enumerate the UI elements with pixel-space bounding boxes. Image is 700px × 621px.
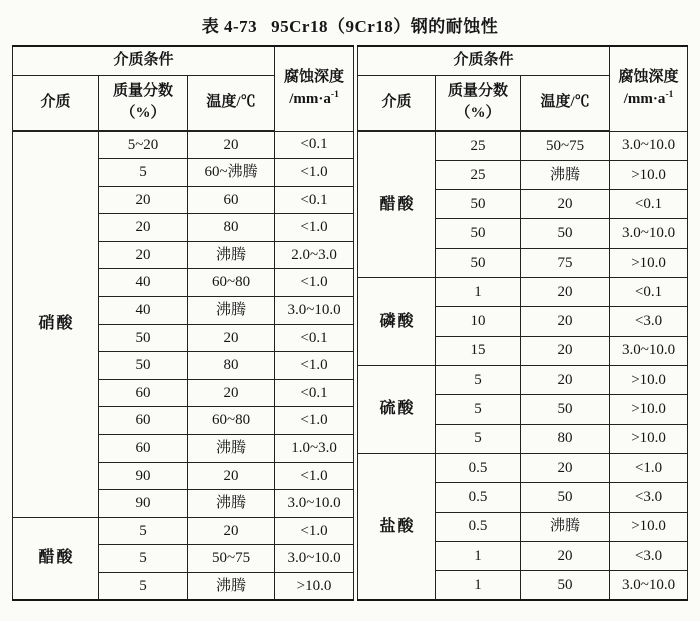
cell-corrosion: <1.0 bbox=[275, 462, 354, 490]
cell-temp: 20 bbox=[188, 462, 275, 490]
header-medium-conditions: 介质条件 bbox=[13, 46, 275, 75]
cell-mass: 40 bbox=[99, 297, 188, 325]
cell-corrosion: >10.0 bbox=[610, 395, 688, 424]
cell-corrosion: <1.0 bbox=[275, 517, 354, 545]
cell-mass: 5 bbox=[436, 424, 521, 453]
cell-mass: 60 bbox=[99, 407, 188, 435]
cell-corrosion: <3.0 bbox=[610, 541, 688, 570]
cell-temp: 60 bbox=[188, 186, 275, 214]
cell-temp: 20 bbox=[521, 541, 610, 570]
cell-mass: 20 bbox=[99, 186, 188, 214]
medium-label-acetic-acid: 醋酸 bbox=[13, 517, 99, 600]
cell-temp: 20 bbox=[521, 190, 610, 219]
cell-corrosion: >10.0 bbox=[610, 160, 688, 189]
cell-corrosion: >10.0 bbox=[610, 512, 688, 541]
corrosion-depth-label: 腐蚀深度 bbox=[284, 69, 345, 85]
cell-mass: 5 bbox=[99, 573, 188, 601]
cell-mass: 5 bbox=[99, 159, 188, 187]
table-caption bbox=[0, 0, 700, 37]
header-temperature: 温度/℃ bbox=[188, 75, 275, 131]
cell-mass: 0.5 bbox=[436, 512, 521, 541]
cell-corrosion: 3.0~10.0 bbox=[275, 297, 354, 325]
cell-corrosion: <1.0 bbox=[275, 159, 354, 187]
cell-mass: 25 bbox=[436, 160, 521, 189]
cell-mass: 25 bbox=[436, 131, 521, 160]
cell-temp: 20 bbox=[188, 324, 275, 352]
cell-corrosion: <0.1 bbox=[275, 186, 354, 214]
cell-corrosion: >10.0 bbox=[610, 424, 688, 453]
header-mass-fraction: 质量分数 （%） bbox=[99, 75, 188, 131]
corrosion-depth-unit: $/mm\cdot a^{-1}$ bbox=[289, 89, 339, 107]
cell-mass: 50 bbox=[436, 219, 521, 248]
cell-corrosion: <1.0 bbox=[610, 453, 688, 482]
cell-temp: 80 bbox=[188, 352, 275, 380]
table-row bbox=[13, 131, 354, 159]
cell-corrosion: <0.1 bbox=[275, 324, 354, 352]
table-row bbox=[358, 131, 688, 160]
table-container bbox=[12, 45, 700, 601]
cell-temp: 20 bbox=[521, 278, 610, 307]
header-mass-fraction: 质量分数 （%） bbox=[436, 75, 521, 131]
cell-mass: 50 bbox=[99, 352, 188, 380]
cell-temp: 20 bbox=[521, 307, 610, 336]
cell-mass: 60 bbox=[99, 379, 188, 407]
medium-label-phosphoric-acid: 磷酸 bbox=[358, 278, 436, 366]
cell-corrosion: >10.0 bbox=[275, 573, 354, 601]
cell-mass: 5 bbox=[99, 545, 188, 573]
table-row bbox=[358, 366, 688, 395]
cell-mass: 1 bbox=[436, 541, 521, 570]
cell-temp: 沸腾 bbox=[188, 490, 275, 518]
corrosion-table-right bbox=[357, 45, 688, 601]
header-medium-conditions: 介质条件 bbox=[358, 46, 610, 75]
cell-mass: 50 bbox=[436, 190, 521, 219]
cell-mass: 60 bbox=[99, 435, 188, 463]
unit-exponent: -1 bbox=[330, 89, 339, 100]
cell-temp: 80 bbox=[521, 424, 610, 453]
cell-corrosion: 2.0~3.0 bbox=[275, 241, 354, 269]
cell-mass: 5 bbox=[436, 366, 521, 395]
cell-corrosion: 3.0~10.0 bbox=[610, 571, 688, 600]
cell-mass: 5~20 bbox=[99, 131, 188, 159]
cell-corrosion: <1.0 bbox=[275, 407, 354, 435]
cell-temp: 50 bbox=[521, 395, 610, 424]
cell-temp: 50 bbox=[521, 571, 610, 600]
cell-temp: 20 bbox=[521, 336, 610, 365]
cell-temp: 沸腾 bbox=[188, 435, 275, 463]
corrosion-depth-unit: $/mm\cdot a^{-1}$ bbox=[623, 89, 674, 107]
cell-mass: 20 bbox=[99, 241, 188, 269]
cell-mass: 5 bbox=[99, 517, 188, 545]
header-row-condition bbox=[358, 46, 688, 75]
cell-temp: 75 bbox=[521, 248, 610, 277]
header-medium: 介质 bbox=[358, 75, 436, 131]
header-corrosion-depth bbox=[275, 46, 354, 131]
cell-corrosion: <0.1 bbox=[275, 379, 354, 407]
cell-temp: 80 bbox=[188, 214, 275, 242]
table-row bbox=[358, 278, 688, 307]
medium-label-nitric-acid: 硝酸 bbox=[13, 131, 99, 517]
cell-temp: 50 bbox=[521, 219, 610, 248]
cell-temp: 50~75 bbox=[188, 545, 275, 573]
cell-temp: 沸腾 bbox=[188, 297, 275, 325]
cell-temp: 20 bbox=[521, 366, 610, 395]
table-number: 表 4-73 bbox=[201, 17, 258, 36]
unit-exponent: -1 bbox=[665, 89, 674, 100]
cell-mass: 20 bbox=[99, 214, 188, 242]
cell-mass: 0.5 bbox=[436, 483, 521, 512]
cell-corrosion: <1.0 bbox=[275, 269, 354, 297]
medium-label-hydrochloric-acid: 盐酸 bbox=[358, 453, 436, 600]
medium-label-acetic-acid: 醋酸 bbox=[358, 131, 436, 278]
cell-corrosion: <1.0 bbox=[275, 214, 354, 242]
cell-temp: 50~75 bbox=[521, 131, 610, 160]
cell-corrosion: <0.1 bbox=[275, 131, 354, 159]
cell-corrosion: >10.0 bbox=[610, 366, 688, 395]
cell-mass: 90 bbox=[99, 462, 188, 490]
cell-temp: 60~80 bbox=[188, 407, 275, 435]
cell-mass: 15 bbox=[436, 336, 521, 365]
cell-corrosion: 3.0~10.0 bbox=[610, 219, 688, 248]
cell-corrosion: 1.0~3.0 bbox=[275, 435, 354, 463]
cell-corrosion: >10.0 bbox=[610, 248, 688, 277]
cell-temp: 20 bbox=[188, 517, 275, 545]
cell-corrosion: 3.0~10.0 bbox=[610, 336, 688, 365]
cell-corrosion: <3.0 bbox=[610, 307, 688, 336]
corrosion-depth-label: 腐蚀深度 bbox=[618, 69, 679, 85]
cell-corrosion: <0.1 bbox=[610, 190, 688, 219]
cell-temp: 20 bbox=[188, 131, 275, 159]
table-title: 95Cr18（9Cr18）钢的耐蚀性 bbox=[271, 17, 499, 36]
cell-temp: 沸腾 bbox=[188, 573, 275, 601]
cell-temp: 60~80 bbox=[188, 269, 275, 297]
cell-mass: 50 bbox=[436, 248, 521, 277]
table-row bbox=[13, 517, 354, 545]
cell-mass: 0.5 bbox=[436, 453, 521, 482]
cell-corrosion: <0.1 bbox=[610, 278, 688, 307]
medium-label-sulfuric-acid: 硫酸 bbox=[358, 366, 436, 454]
cell-temp: 20 bbox=[188, 379, 275, 407]
header-temperature: 温度/℃ bbox=[521, 75, 610, 131]
cell-temp: 沸腾 bbox=[188, 241, 275, 269]
cell-mass: 90 bbox=[99, 490, 188, 518]
cell-mass: 40 bbox=[99, 269, 188, 297]
cell-mass: 5 bbox=[436, 395, 521, 424]
header-row-condition bbox=[13, 46, 354, 75]
cell-corrosion: 3.0~10.0 bbox=[275, 490, 354, 518]
cell-mass: 1 bbox=[436, 278, 521, 307]
cell-mass: 50 bbox=[99, 324, 188, 352]
cell-mass: 10 bbox=[436, 307, 521, 336]
cell-mass: 1 bbox=[436, 571, 521, 600]
header-medium: 介质 bbox=[13, 75, 99, 131]
cell-temp: 20 bbox=[521, 453, 610, 482]
table-row bbox=[358, 453, 688, 482]
cell-corrosion: 3.0~10.0 bbox=[275, 545, 354, 573]
cell-corrosion: <3.0 bbox=[610, 483, 688, 512]
cell-corrosion: <1.0 bbox=[275, 352, 354, 380]
cell-temp: 沸腾 bbox=[521, 512, 610, 541]
corrosion-table-left bbox=[12, 45, 354, 601]
cell-temp: 60~沸腾 bbox=[188, 159, 275, 187]
cell-temp: 沸腾 bbox=[521, 160, 610, 189]
header-corrosion-depth bbox=[610, 46, 688, 131]
cell-temp: 50 bbox=[521, 483, 610, 512]
cell-corrosion: 3.0~10.0 bbox=[610, 131, 688, 160]
